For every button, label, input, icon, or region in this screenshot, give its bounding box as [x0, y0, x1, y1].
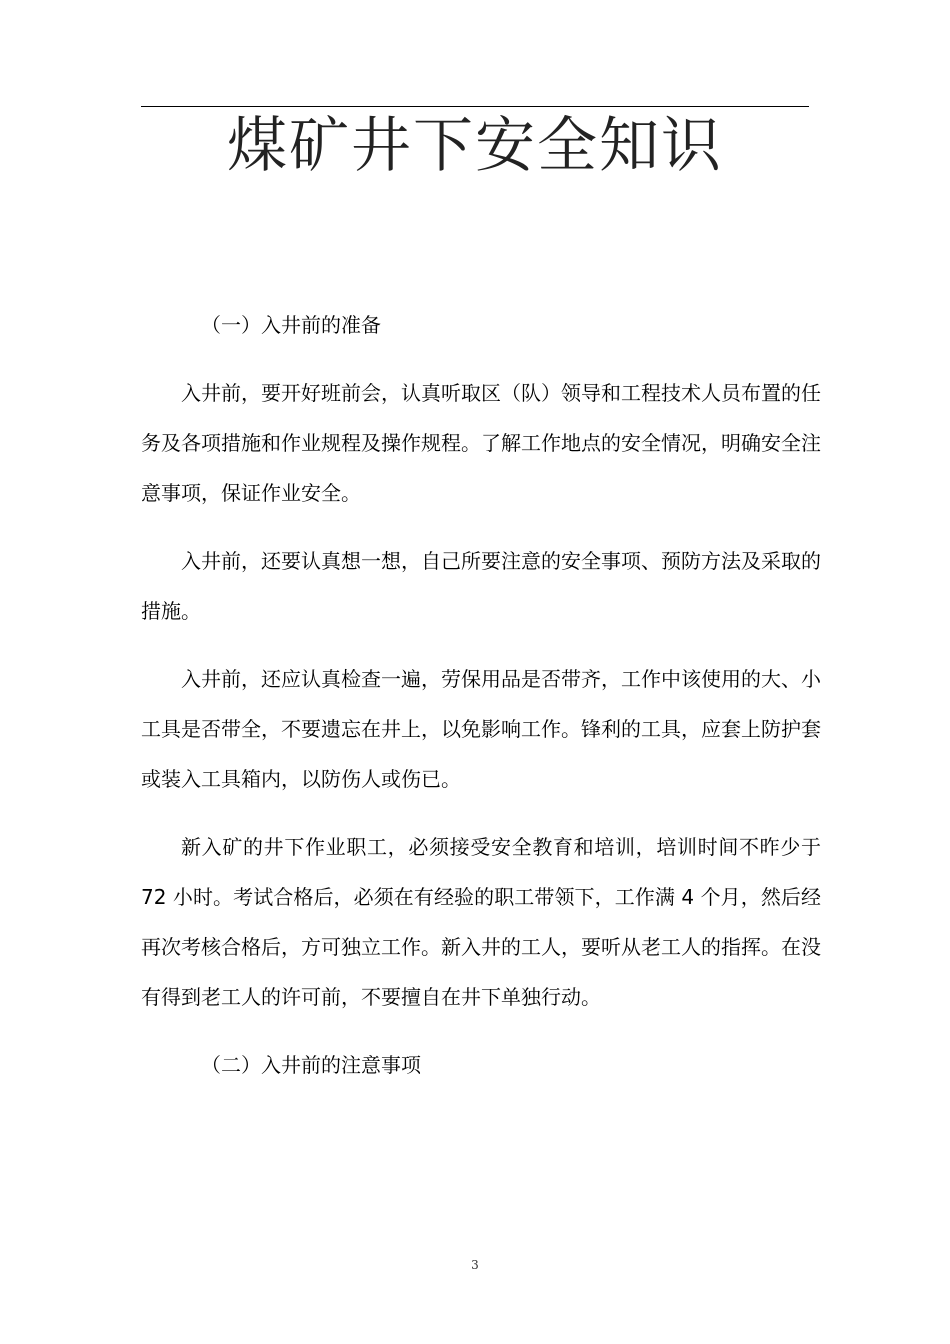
paragraph: 入井前，要开好班前会，认真听取区（队）领导和工程技术人员布置的任务及各项措施和作业规程及操作规程。了解工作地点的安全情况，明确安全注意事项，保证作业安全。 — [141, 381, 821, 505]
section-heading: （二）入井前的注意事项 — [201, 1053, 421, 1077]
page-number: 3 — [471, 1258, 479, 1272]
document-title: 煤矿井下安全知识 — [227, 111, 723, 181]
paragraph: 新入矿的井下作业职工，必须接受安全教育和培训，培训时间不昨少于 72 小时。考试合格后，必须在有经验的职工带领下，工作满 4 个月，然后经再次考核合格后，方可独立工作。新入井的工人，要听从老工人的指挥。在没有得到老工人的许可前，不要擅自在井下单独行动。 — [141, 835, 821, 1009]
paragraph: 入井前，还要认真想一想，自己所要注意的安全事项、预防方法及采取的措施。 — [141, 549, 821, 623]
top-rule — [141, 106, 809, 107]
document-body — [141, 300, 821, 1108]
paragraph: 入井前，还应认真检查一遍，劳保用品是否带齐，工作中该使用的大、小工具是否带全，不要遗忘在井上，以免影响工作。锋利的工具，应套上防护套或装入工具箱内，以防伤人或伤已。 — [141, 667, 821, 791]
section-heading: （一）入井前的准备 — [201, 313, 381, 337]
